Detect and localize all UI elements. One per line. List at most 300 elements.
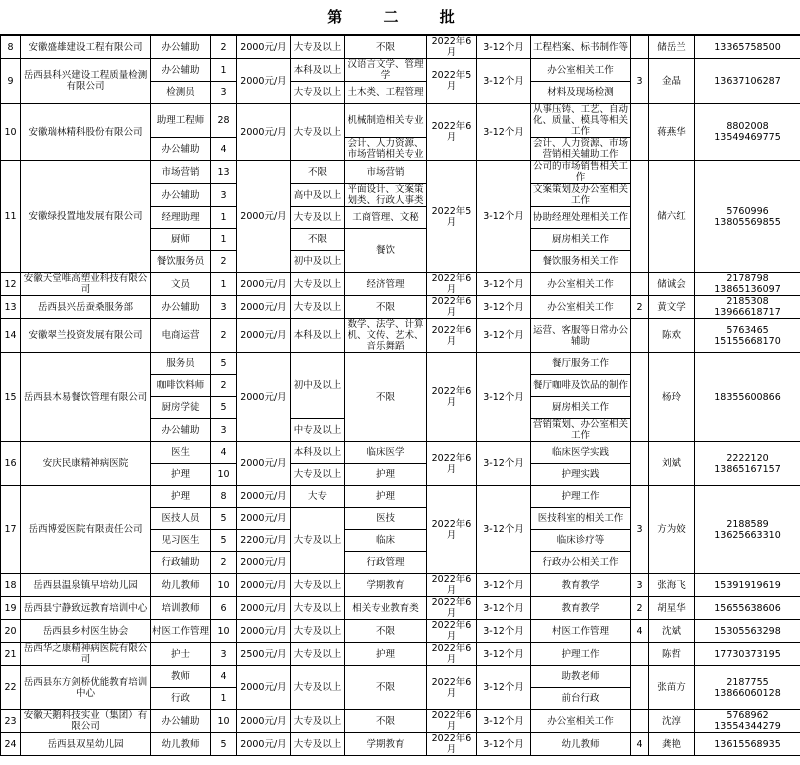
- major: 护理: [345, 486, 427, 508]
- major: 平面设计、文案策划类、行政人事类: [345, 184, 427, 207]
- company-name: 岳西县双星幼儿园: [21, 733, 151, 756]
- job-content: 营销策划、办公室相关工作: [531, 419, 631, 442]
- salary: 2000元/月: [237, 486, 291, 508]
- count: 10: [211, 574, 237, 597]
- quota: 3: [631, 574, 649, 597]
- quota: 3: [631, 486, 649, 574]
- quota: [631, 353, 649, 442]
- count: 28: [211, 104, 237, 138]
- quota: [631, 643, 649, 666]
- phone: 2188589 13625663310: [695, 486, 800, 574]
- major: 行政管理: [345, 552, 427, 574]
- major: 不限: [345, 296, 427, 319]
- position: 村医工作管理: [151, 620, 211, 643]
- phone: 2178798 13865136097: [695, 273, 800, 296]
- company-name: 安徽盛雄建设工程有限公司: [21, 36, 151, 59]
- major: 学期教育: [345, 574, 427, 597]
- duration: 3-12个月: [477, 442, 531, 486]
- job-content: 村医工作管理: [531, 620, 631, 643]
- count: 5: [211, 733, 237, 756]
- company-name: 岳西县东方剑桥优能教育培训中心: [21, 666, 151, 710]
- count: 10: [211, 710, 237, 733]
- position: 文员: [151, 273, 211, 296]
- job-content: 教育教学: [531, 597, 631, 620]
- major: 数学、法学、计算机、文传、艺术、音乐舞蹈: [345, 319, 427, 353]
- job-content: 护理实践: [531, 464, 631, 486]
- position: 厨师: [151, 229, 211, 251]
- job-content: 工程档案、标书制作等: [531, 36, 631, 59]
- job-content: 餐厅咖啡及饮品的制作: [531, 375, 631, 397]
- contact: 胡星华: [649, 597, 695, 620]
- phone: 13615568935: [695, 733, 800, 756]
- contact: 金晶: [649, 59, 695, 104]
- start-date: 2022年6月: [427, 733, 477, 756]
- table-row: [1, 597, 800, 620]
- phone: 13637106287: [695, 59, 800, 104]
- job-content: 公司的市场销售相关工作: [531, 161, 631, 184]
- phone: 15305563298: [695, 620, 800, 643]
- row-number: 14: [1, 319, 21, 353]
- salary: 2000元/月: [237, 59, 291, 104]
- table-row: [1, 666, 800, 688]
- start-date: 2022年6月: [427, 574, 477, 597]
- job-content: 协助经理处理相关工作: [531, 207, 631, 229]
- company-name: 岳西县科兴建设工程质量检测有限公司: [21, 59, 151, 104]
- phone: 15655638606: [695, 597, 800, 620]
- phone: 5763465 15155668170: [695, 319, 800, 353]
- table-row: [1, 319, 800, 353]
- education: 本科及以上: [291, 442, 345, 464]
- contact: 方为姣: [649, 486, 695, 574]
- salary: 2000元/月: [237, 508, 291, 530]
- quota: [631, 319, 649, 353]
- major: 护理: [345, 464, 427, 486]
- count: 3: [211, 82, 237, 104]
- table-row: [1, 273, 800, 296]
- quota: 2: [631, 597, 649, 620]
- duration: 3-12个月: [477, 59, 531, 104]
- row-number: 12: [1, 273, 21, 296]
- count: 3: [211, 184, 237, 207]
- row-number: 16: [1, 442, 21, 486]
- duration: 3-12个月: [477, 620, 531, 643]
- major: 经济管理: [345, 273, 427, 296]
- salary: 2000元/月: [237, 733, 291, 756]
- education: 初中及以上: [291, 353, 345, 419]
- row-number: 24: [1, 733, 21, 756]
- major: 市场营销: [345, 161, 427, 184]
- phone: 13365758500: [695, 36, 800, 59]
- job-content: 厨房相关工作: [531, 229, 631, 251]
- count: 10: [211, 464, 237, 486]
- company-name: 安徽瑞林精科股份有限公司: [21, 104, 151, 161]
- salary: 2000元/月: [237, 710, 291, 733]
- contact: 沈斌: [649, 620, 695, 643]
- major: 学期教育: [345, 733, 427, 756]
- education: 大专及以上: [291, 733, 345, 756]
- start-date: 2022年6月: [427, 296, 477, 319]
- row-number: 11: [1, 161, 21, 273]
- education: 不限: [291, 161, 345, 184]
- company-name: 安庆民康精神病医院: [21, 442, 151, 486]
- page-title: 第 二 批: [0, 0, 800, 35]
- table-row: [1, 104, 800, 138]
- phone: 15391919619: [695, 574, 800, 597]
- job-content: 餐厅服务工作: [531, 353, 631, 375]
- position: 行政辅助: [151, 552, 211, 574]
- job-content: 运营、客服等日常办公辅助: [531, 319, 631, 353]
- salary: 2000元/月: [237, 597, 291, 620]
- company-name: 安徽翠兰投资发展有限公司: [21, 319, 151, 353]
- duration: 3-12个月: [477, 710, 531, 733]
- contact: 储诚会: [649, 273, 695, 296]
- job-content: 前台行政: [531, 688, 631, 710]
- salary: 2000元/月: [237, 442, 291, 486]
- count: 5: [211, 397, 237, 419]
- position: 见习医生: [151, 530, 211, 552]
- count: 4: [211, 442, 237, 464]
- job-content: 办公室相关工作: [531, 59, 631, 82]
- job-content: 厨房相关工作: [531, 397, 631, 419]
- education: 初中及以上: [291, 251, 345, 273]
- start-date: 2022年5月: [427, 59, 477, 104]
- position: 经理助理: [151, 207, 211, 229]
- position: 办公辅助: [151, 138, 211, 161]
- company-name: 岳西县木易餐饮管理有限公司: [21, 353, 151, 442]
- company-name: 岳西县宁静致远教育培训中心: [21, 597, 151, 620]
- job-content: 护理工作: [531, 643, 631, 666]
- job-content: 行政办公相关工作: [531, 552, 631, 574]
- duration: 3-12个月: [477, 486, 531, 574]
- quota: [631, 36, 649, 59]
- table-row: [1, 710, 800, 733]
- salary: 2000元/月: [237, 620, 291, 643]
- job-content: 教育教学: [531, 574, 631, 597]
- major: 会计、人力资源、市场营销相关专业: [345, 138, 427, 161]
- duration: 3-12个月: [477, 353, 531, 442]
- education: 高中及以上: [291, 184, 345, 207]
- quota: [631, 161, 649, 273]
- job-content: 从事压铸、工艺、自动化、质量、模具等相关工作: [531, 104, 631, 138]
- duration: 3-12个月: [477, 104, 531, 161]
- count: 1: [211, 688, 237, 710]
- contact: 沈淳: [649, 710, 695, 733]
- education: 大专及以上: [291, 710, 345, 733]
- position: 护士: [151, 643, 211, 666]
- row-number: 18: [1, 574, 21, 597]
- phone: 2222120 13865167157: [695, 442, 800, 486]
- table-row: [1, 643, 800, 666]
- contact: 储六红: [649, 161, 695, 273]
- table-row: [1, 59, 800, 82]
- phone: 18355600866: [695, 353, 800, 442]
- major: 相关专业教育类: [345, 597, 427, 620]
- job-content: 幼儿教师: [531, 733, 631, 756]
- company-name: 岳西县兴岳蚕桑服务部: [21, 296, 151, 319]
- job-content: 临床医学实践: [531, 442, 631, 464]
- duration: 3-12个月: [477, 161, 531, 273]
- table-row: [1, 353, 800, 375]
- company-name: 岳西华之康精神病医院有限公司: [21, 643, 151, 666]
- job-content: 餐饮服务相关工作: [531, 251, 631, 273]
- contact: 蒋燕华: [649, 104, 695, 161]
- duration: 3-12个月: [477, 574, 531, 597]
- row-number: 15: [1, 353, 21, 442]
- job-content: 办公室相关工作: [531, 273, 631, 296]
- count: 2: [211, 251, 237, 273]
- job-content: 文案策划及办公室相关工作: [531, 184, 631, 207]
- count: 10: [211, 620, 237, 643]
- row-number: 21: [1, 643, 21, 666]
- education: 大专及以上: [291, 36, 345, 59]
- contact: 陈欢: [649, 319, 695, 353]
- education: 大专及以上: [291, 207, 345, 229]
- position: 办公辅助: [151, 296, 211, 319]
- major: 汉语言文学、管理学: [345, 59, 427, 82]
- count: 2: [211, 552, 237, 574]
- salary: 2000元/月: [237, 552, 291, 574]
- table-row: [1, 161, 800, 184]
- position: 教师: [151, 666, 211, 688]
- position: 办公辅助: [151, 710, 211, 733]
- row-number: 20: [1, 620, 21, 643]
- phone: 2187755 13866060128: [695, 666, 800, 710]
- duration: 3-12个月: [477, 296, 531, 319]
- contact: 陈哲: [649, 643, 695, 666]
- education: 大专及以上: [291, 666, 345, 710]
- duration: 3-12个月: [477, 36, 531, 59]
- table-row: [1, 620, 800, 643]
- education: 大专: [291, 486, 345, 508]
- count: 1: [211, 229, 237, 251]
- start-date: 2022年6月: [427, 666, 477, 710]
- count: 3: [211, 643, 237, 666]
- salary: 2500元/月: [237, 643, 291, 666]
- count: 13: [211, 161, 237, 184]
- phone: 17730373195: [695, 643, 800, 666]
- row-number: 17: [1, 486, 21, 574]
- major: 土木类、工程管理: [345, 82, 427, 104]
- quota: 2: [631, 296, 649, 319]
- education: 大专及以上: [291, 574, 345, 597]
- position: 护理: [151, 486, 211, 508]
- count: 2: [211, 36, 237, 59]
- contact: 张海飞: [649, 574, 695, 597]
- duration: 3-12个月: [477, 273, 531, 296]
- row-number: 9: [1, 59, 21, 104]
- education: 大专及以上: [291, 597, 345, 620]
- major: 不限: [345, 36, 427, 59]
- company-name: 岳西县乡村医生协会: [21, 620, 151, 643]
- education: 大专及以上: [291, 104, 345, 161]
- position: 助理工程师: [151, 104, 211, 138]
- duration: 3-12个月: [477, 643, 531, 666]
- job-content: 临床诊疗等: [531, 530, 631, 552]
- count: 2: [211, 375, 237, 397]
- position: 护理: [151, 464, 211, 486]
- job-content: 办公室相关工作: [531, 296, 631, 319]
- table-row: [1, 442, 800, 464]
- count: 2: [211, 319, 237, 353]
- job-content: 医技科室的相关工作: [531, 508, 631, 530]
- salary: 2000元/月: [237, 319, 291, 353]
- count: 1: [211, 207, 237, 229]
- contact: 张苗方: [649, 666, 695, 710]
- position: 医生: [151, 442, 211, 464]
- salary: 2000元/月: [237, 104, 291, 161]
- position: 服务员: [151, 353, 211, 375]
- contact: 龚艳: [649, 733, 695, 756]
- count: 8: [211, 486, 237, 508]
- start-date: 2022年6月: [427, 104, 477, 161]
- salary: 2000元/月: [237, 273, 291, 296]
- education: 大专及以上: [291, 464, 345, 486]
- phone: 5768962 13554344279: [695, 710, 800, 733]
- position: 行政: [151, 688, 211, 710]
- count: 4: [211, 666, 237, 688]
- positions-table: [0, 35, 800, 756]
- count: 5: [211, 508, 237, 530]
- contact: 刘斌: [649, 442, 695, 486]
- education: 中专及以上: [291, 419, 345, 442]
- position: 电商运营: [151, 319, 211, 353]
- position: 咖啡饮料师: [151, 375, 211, 397]
- quota: [631, 710, 649, 733]
- position: 幼儿教师: [151, 733, 211, 756]
- start-date: 2022年6月: [427, 273, 477, 296]
- company-name: 岳西博爱医院有限责任公司: [21, 486, 151, 574]
- table-row: [1, 36, 800, 59]
- contact: 黄文学: [649, 296, 695, 319]
- phone: 5760996 13805569855: [695, 161, 800, 273]
- duration: 3-12个月: [477, 597, 531, 620]
- position: 办公辅助: [151, 59, 211, 82]
- position: 市场营销: [151, 161, 211, 184]
- contact: 杨玲: [649, 353, 695, 442]
- start-date: 2022年6月: [427, 710, 477, 733]
- start-date: 2022年5月: [427, 161, 477, 273]
- count: 5: [211, 530, 237, 552]
- count: 4: [211, 138, 237, 161]
- education: 大专及以上: [291, 620, 345, 643]
- company-name: 安徽绿投置地发展有限公司: [21, 161, 151, 273]
- job-content: 办公室相关工作: [531, 710, 631, 733]
- count: 1: [211, 59, 237, 82]
- duration: 3-12个月: [477, 319, 531, 353]
- company-name: 岳西县温泉镇早培幼儿园: [21, 574, 151, 597]
- position: 餐饮服务员: [151, 251, 211, 273]
- quota: [631, 442, 649, 486]
- row-number: 23: [1, 710, 21, 733]
- quota: [631, 666, 649, 710]
- major: 临床医学: [345, 442, 427, 464]
- job-content: 护理工作: [531, 486, 631, 508]
- row-number: 13: [1, 296, 21, 319]
- education: 大专及以上: [291, 296, 345, 319]
- row-number: 8: [1, 36, 21, 59]
- position: 办公辅助: [151, 36, 211, 59]
- count: 3: [211, 296, 237, 319]
- table-row: [1, 733, 800, 756]
- company-name: 安徽天堂唯高塑业科技有限公司: [21, 273, 151, 296]
- phone: 2185308 13966618717: [695, 296, 800, 319]
- major: 餐饮: [345, 229, 427, 273]
- start-date: 2022年6月: [427, 319, 477, 353]
- contact: 储岳兰: [649, 36, 695, 59]
- start-date: 2022年6月: [427, 620, 477, 643]
- salary: 2000元/月: [237, 296, 291, 319]
- quota: [631, 273, 649, 296]
- salary: 2000元/月: [237, 36, 291, 59]
- major: 不限: [345, 620, 427, 643]
- count: 6: [211, 597, 237, 620]
- start-date: 2022年6月: [427, 36, 477, 59]
- job-content: 会计、人力资源、市场营销相关辅助工作: [531, 138, 631, 161]
- position: 培训教师: [151, 597, 211, 620]
- major: 不限: [345, 710, 427, 733]
- start-date: 2022年6月: [427, 643, 477, 666]
- education: 大专及以上: [291, 508, 345, 574]
- major: 护理: [345, 643, 427, 666]
- position: 办公辅助: [151, 419, 211, 442]
- major: 不限: [345, 666, 427, 710]
- salary: 2000元/月: [237, 666, 291, 710]
- position: 办公辅助: [151, 184, 211, 207]
- job-content: 材料及现场检测: [531, 82, 631, 104]
- count: 1: [211, 273, 237, 296]
- education: 本科及以上: [291, 59, 345, 82]
- position: 医技人员: [151, 508, 211, 530]
- position: 厨房学徒: [151, 397, 211, 419]
- count: 3: [211, 419, 237, 442]
- education: 大专及以上: [291, 82, 345, 104]
- major: 医技: [345, 508, 427, 530]
- salary: 2000元/月: [237, 353, 291, 442]
- education: 本科及以上: [291, 319, 345, 353]
- salary: 2200元/月: [237, 530, 291, 552]
- quota: 4: [631, 620, 649, 643]
- major: 不限: [345, 353, 427, 442]
- duration: 3-12个月: [477, 733, 531, 756]
- quota: [631, 104, 649, 161]
- start-date: 2022年6月: [427, 486, 477, 574]
- quota: 4: [631, 733, 649, 756]
- start-date: 2022年6月: [427, 353, 477, 442]
- education: 大专及以上: [291, 643, 345, 666]
- position: 检测员: [151, 82, 211, 104]
- start-date: 2022年6月: [427, 442, 477, 486]
- row-number: 19: [1, 597, 21, 620]
- count: 5: [211, 353, 237, 375]
- table-row: [1, 574, 800, 597]
- salary: 2000元/月: [237, 574, 291, 597]
- start-date: 2022年6月: [427, 597, 477, 620]
- row-number: 10: [1, 104, 21, 161]
- job-content: 助教老师: [531, 666, 631, 688]
- phone: 8802008 13549469775: [695, 104, 800, 161]
- quota: 3: [631, 59, 649, 104]
- table-row: [1, 486, 800, 508]
- major: 临床: [345, 530, 427, 552]
- salary: 2000元/月: [237, 161, 291, 273]
- education: 大专及以上: [291, 273, 345, 296]
- position: 幼儿教师: [151, 574, 211, 597]
- major: 机械制造相关专业: [345, 104, 427, 138]
- major: 工商管理、文秘: [345, 207, 427, 229]
- row-number: 22: [1, 666, 21, 710]
- table-row: [1, 296, 800, 319]
- education: 不限: [291, 229, 345, 251]
